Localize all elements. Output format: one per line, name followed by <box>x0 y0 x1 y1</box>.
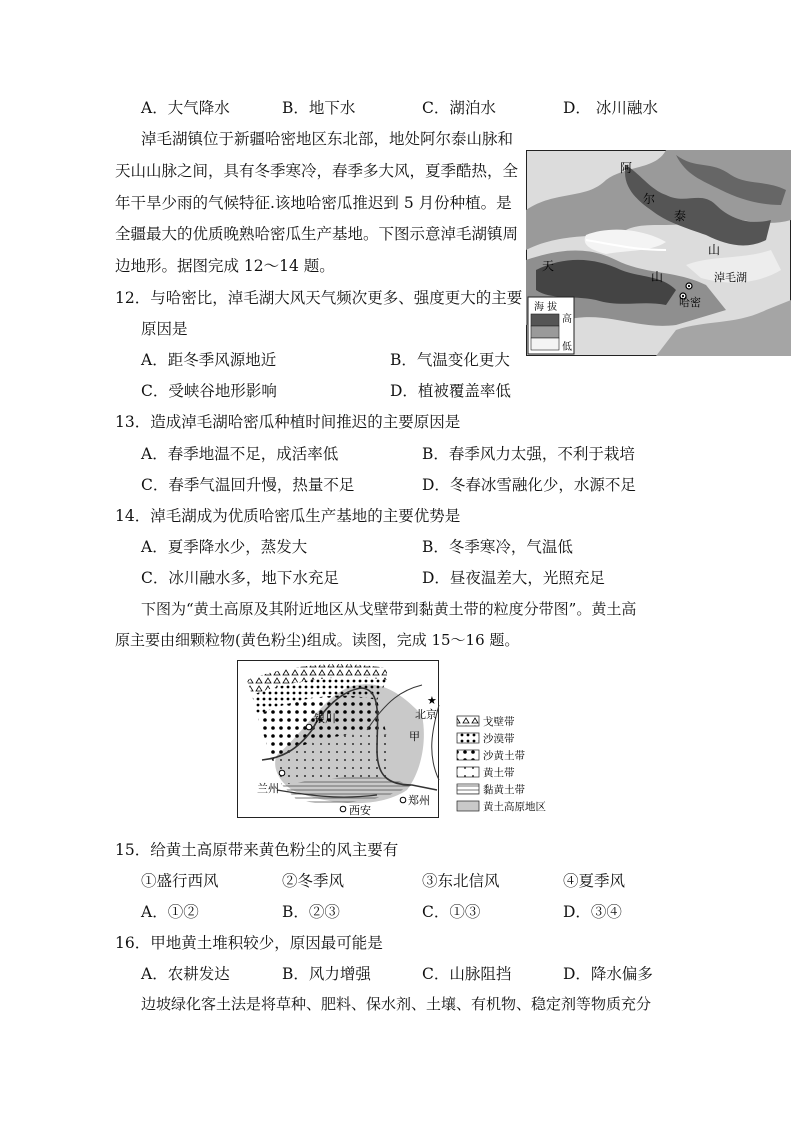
legend-plateau-swatch <box>457 801 479 811</box>
map-label-shan2: 山 <box>651 270 664 284</box>
q12-option-b: B．气温变化更大 <box>390 351 510 369</box>
legend-plateau-label: 黄土高原地区 <box>483 801 546 813</box>
legend-sand-loess-swatch <box>457 750 479 760</box>
map-label-shan1: 山 <box>708 243 721 257</box>
map-label-naomaohu: 淖毛湖 <box>714 271 747 284</box>
legend-desert-swatch <box>457 733 479 743</box>
q13-stem: 13．造成淖毛湖哈密瓜种植时间推迟的主要原因是 <box>115 413 461 431</box>
passage-3-line: 边坡绿化客土法是将草种、肥料、保水剂、土壤、有机物、稳定剂等物质充分 <box>141 995 652 1013</box>
map-label-tian: 天 <box>542 259 555 273</box>
passage-1-line: 淖毛湖镇位于新疆哈密地区东北部，地处阿尔泰山脉和 <box>141 130 514 148</box>
legend-low-label: 低 <box>562 342 572 353</box>
legend-loess-swatch <box>457 767 479 777</box>
legend-mid-swatch <box>531 326 559 338</box>
q13-option-a: A．春季地温不足，成活率低 <box>141 445 339 463</box>
lanzhou-marker-icon <box>279 770 285 776</box>
q15-item-2: ②冬季风 <box>282 872 345 890</box>
q14-stem: 14．淖毛湖成为优质哈密瓜生产基地的主要优势是 <box>115 507 461 525</box>
map-label-a: 阿 <box>620 161 633 175</box>
city-jia: 甲 <box>409 730 420 743</box>
city-zhengzhou: 郑州 <box>408 794 430 807</box>
q16-option-c: C．山脉阻挡 <box>422 965 512 983</box>
passage-1-line: 全疆最大的优质晚熟哈密瓜生产基地。下图示意淖毛湖镇周 <box>115 225 519 243</box>
beijing-star-icon: ★ <box>427 694 437 707</box>
passage-1-line: 年干旱少雨的气候特征.该地哈密瓜推迟到 5 月份种植。是 <box>115 194 512 212</box>
q15-item-4: ④夏季风 <box>563 872 626 890</box>
q12-option-a: A．距冬季风源地近 <box>141 351 277 369</box>
q15-option-d: D．③④ <box>563 903 622 921</box>
q15-stem: 15．给黄土高原带来黄色粉尘的风主要有 <box>115 841 399 859</box>
legend-desert-label: 沙漠带 <box>483 733 515 745</box>
loess-map <box>237 660 562 820</box>
q15-option-b: B．②③ <box>282 903 340 921</box>
q13-option-d: D．冬春冰雪融化少，水源不足 <box>422 476 636 494</box>
legend-high-swatch <box>531 314 559 326</box>
q12-option-c: C．受峡谷地形影响 <box>141 382 277 400</box>
legend-high-label: 高 <box>562 314 572 325</box>
q11-option-c: C．湖泊水 <box>422 99 496 117</box>
xian-marker-icon <box>340 806 346 812</box>
q16-option-d: D．降水偏多 <box>563 965 653 983</box>
loess-map-svg <box>237 660 562 820</box>
loess-legend <box>457 715 546 813</box>
terrain-legend <box>528 297 574 354</box>
naomaohu-marker-dot <box>688 285 690 287</box>
q16-option-a: A．农耕发达 <box>141 965 230 983</box>
q11-option-b: B．地下水 <box>282 99 356 117</box>
q11-option-d: D． 冰川融水 <box>563 99 658 117</box>
legend-loess-label: 黄土带 <box>483 767 515 779</box>
q16-option-b: B．风力增强 <box>282 965 371 983</box>
q15-item-1: ①盛行西风 <box>141 872 219 890</box>
passage-1-line: 天山山脉之间，具有冬季寒冷，春季多大风，夏季酷热，全 <box>115 162 519 180</box>
legend-clay-loess-label: 黏黄土带 <box>483 784 525 796</box>
q13-option-b: B．春季风力太强，不利于栽培 <box>422 445 635 463</box>
legend-gobi-label: 戈壁带 <box>483 716 515 728</box>
legend-low-swatch <box>531 338 559 350</box>
zhengzhou-marker-icon <box>400 797 406 803</box>
city-lanzhou: 兰州 <box>257 782 279 795</box>
map-label-hami: 哈密 <box>679 296 701 309</box>
q14-option-d: D．昼夜温差大，光照充足 <box>422 569 605 587</box>
passage-2-line: 原主要由细颗粒物(黄色粉尘)组成。读图，完成 15～16 题。 <box>115 631 520 649</box>
city-xian: 西安 <box>349 804 371 817</box>
legend-sand-loess-label: 沙黄土带 <box>483 750 525 762</box>
map-label-tai: 泰 <box>674 209 687 223</box>
passage-1-line: 边地形。据图完成 12～14 题。 <box>115 257 335 275</box>
yinchuan-marker-icon <box>306 724 312 730</box>
passage-2-line: 下图为“黄土高原及其附近地区从戈壁带到黏黄土带的粒度分带图”。黄土高 <box>141 600 637 618</box>
legend-gobi-swatch <box>457 716 479 726</box>
q14-option-c: C．冰川融水多，地下水充足 <box>141 569 339 587</box>
q12-option-d: D．植被覆盖率低 <box>390 382 511 400</box>
city-beijing: 北京 <box>415 708 437 721</box>
q14-option-a: A．夏季降水少，蒸发大 <box>141 538 308 556</box>
q15-item-3: ③东北信风 <box>422 872 500 890</box>
legend-title: 海 拔 <box>534 302 558 313</box>
terrain-map-svg <box>526 150 791 356</box>
q16-stem: 16．甲地黄土堆积较少，原因最可能是 <box>115 934 383 952</box>
terrain-map <box>526 150 791 356</box>
q12-stem: 12．与哈密比，淖毛湖大风天气频次更多、强度更大的主要 <box>115 289 523 307</box>
q14-option-b: B．冬季寒冷，气温低 <box>422 538 573 556</box>
q11-option-a: A．大气降水 <box>141 99 230 117</box>
q15-option-a: A．①② <box>141 903 199 921</box>
city-yinchuan: 银川 <box>314 712 336 725</box>
q12-stem-cont: 原因是 <box>141 320 188 338</box>
legend-clay-loess-swatch <box>457 784 479 794</box>
q15-option-c: C．①③ <box>422 903 481 921</box>
map-label-er: 尔 <box>643 192 656 206</box>
q13-option-c: C．春季气温回升慢，热量不足 <box>141 476 355 494</box>
